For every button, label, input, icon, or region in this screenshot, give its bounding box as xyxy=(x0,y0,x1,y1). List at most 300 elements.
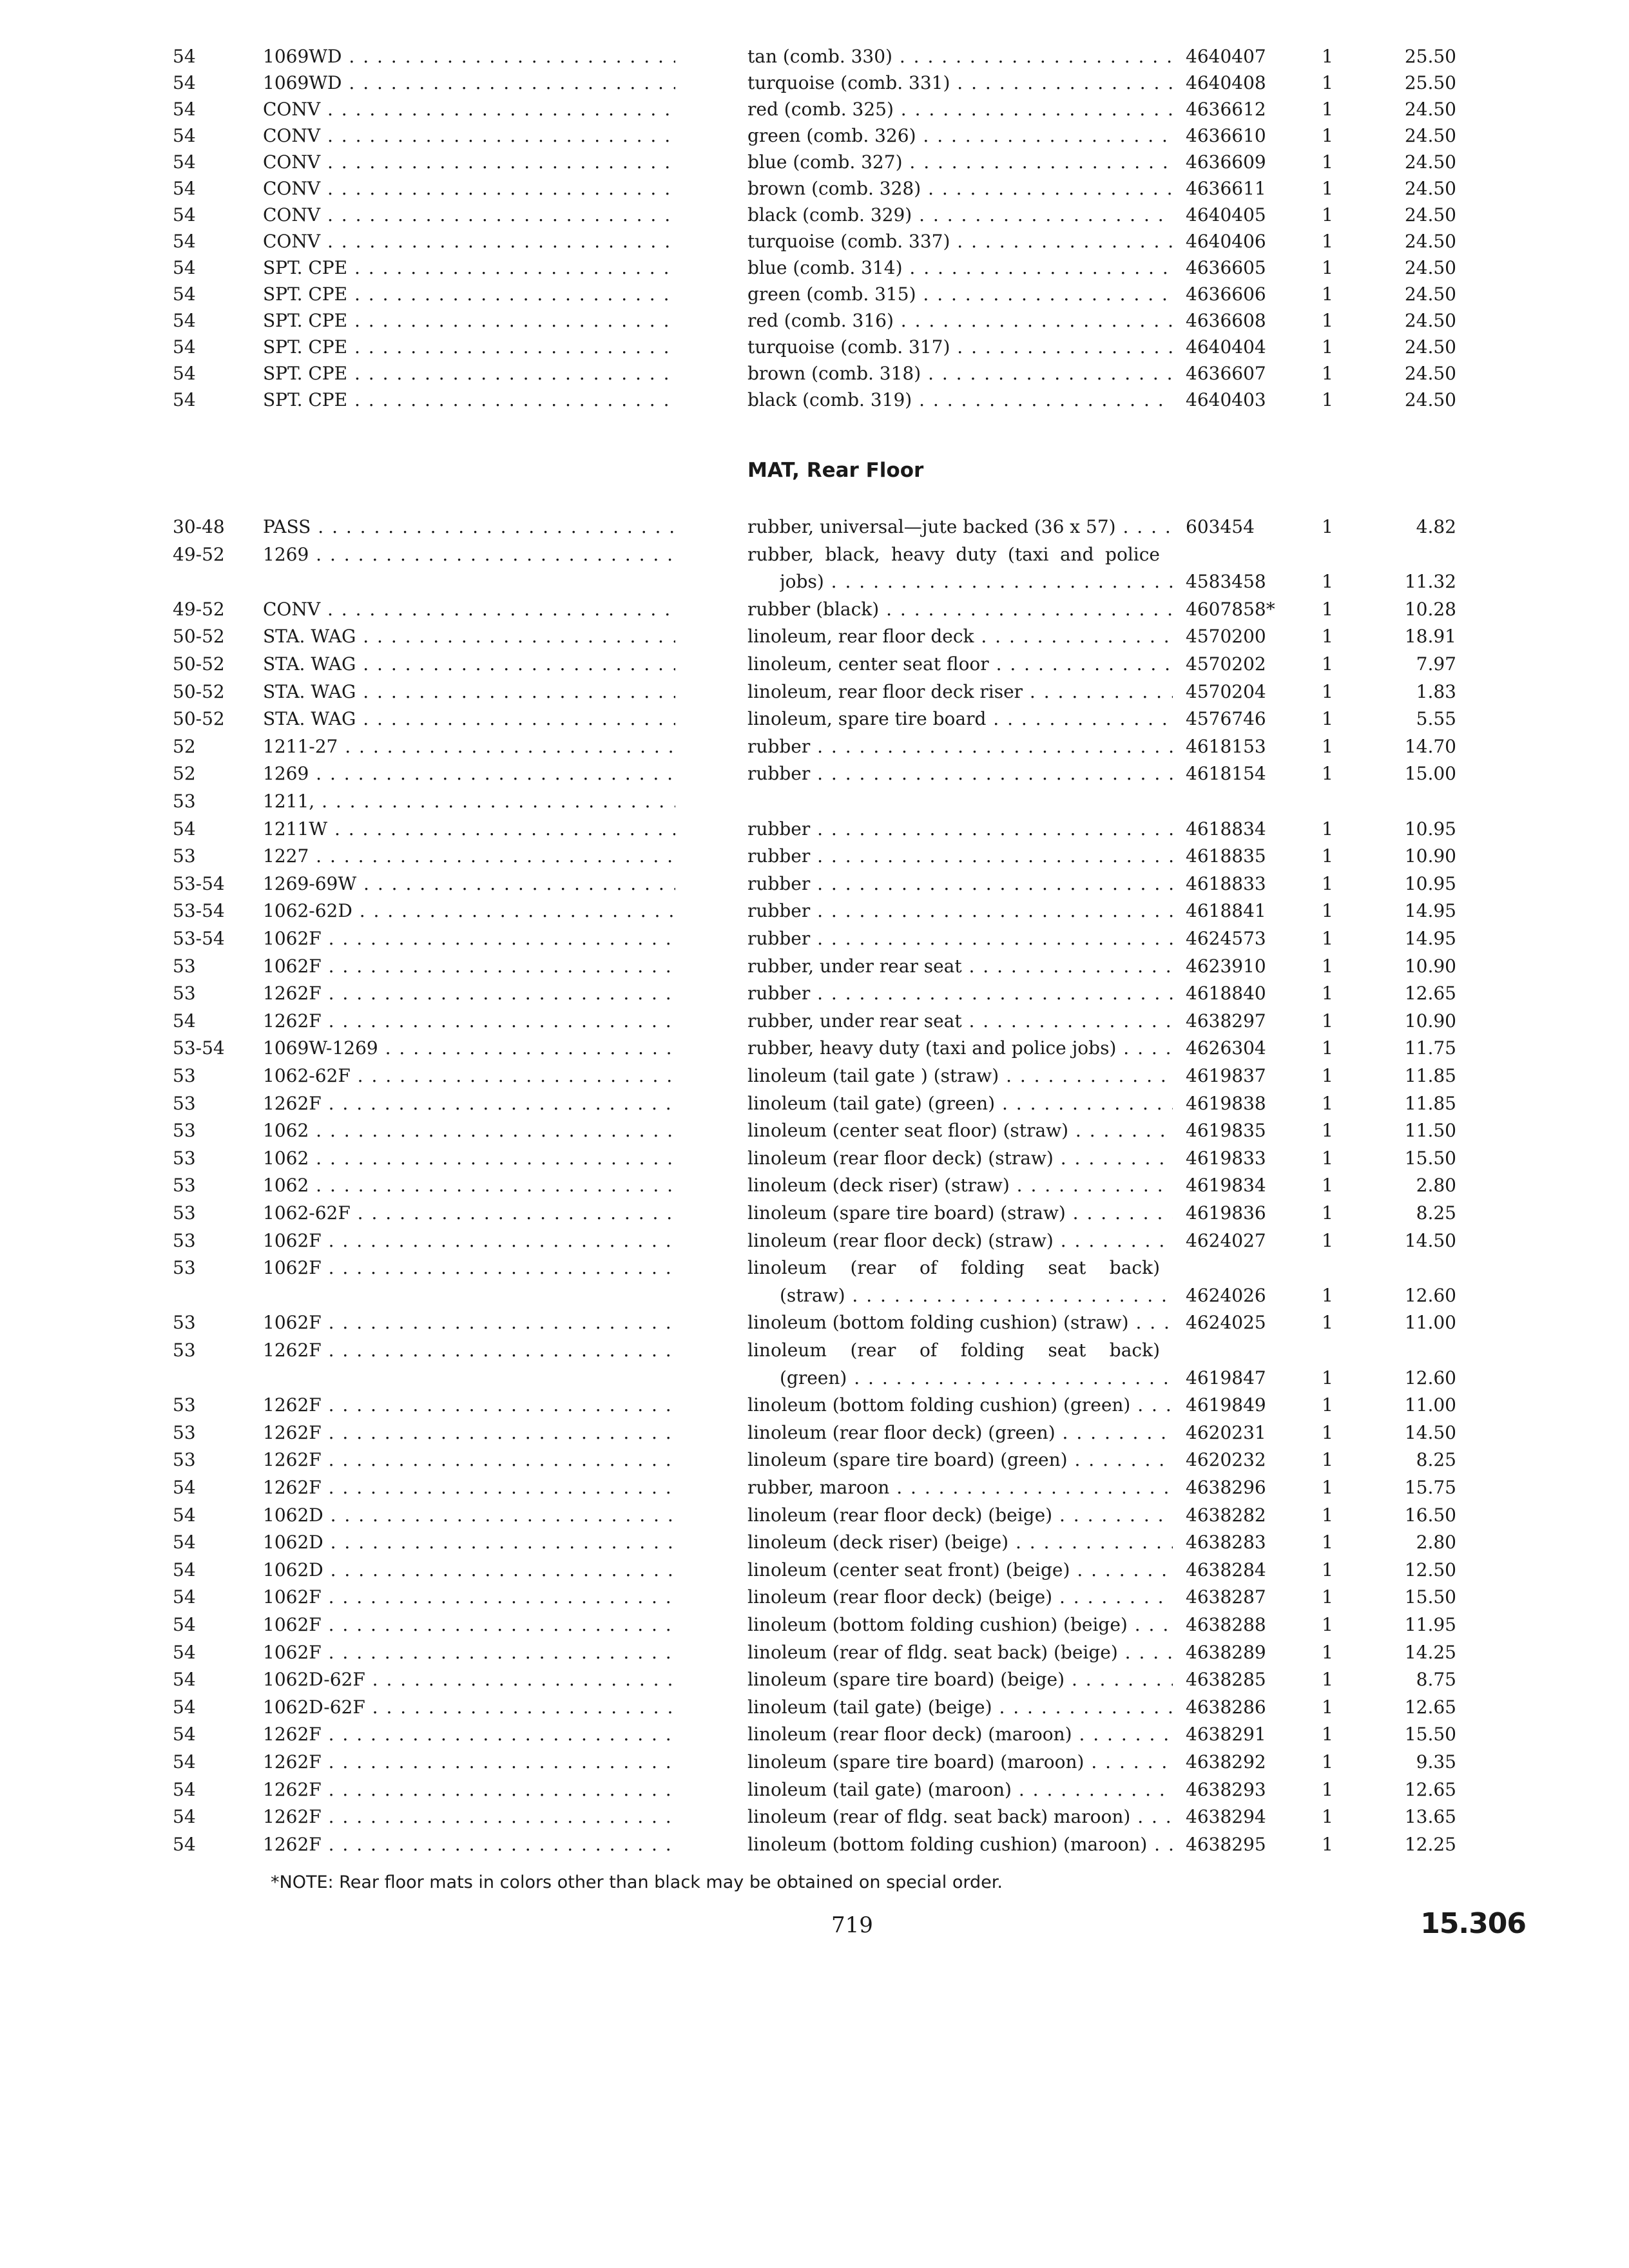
year-cell: 54 xyxy=(173,46,196,67)
year-cell: 53-54 xyxy=(173,872,225,894)
price-cell: 10.90 xyxy=(1404,1010,1456,1032)
part-number-cell: 4638282 xyxy=(1186,1504,1266,1526)
description-cell: tan (comb. 330) . . . xyxy=(747,44,1173,70)
model-cell: 1062 . . . xyxy=(263,1146,675,1171)
table-row xyxy=(0,1063,1629,1089)
part-number-cell: 4618835 xyxy=(1186,845,1266,867)
part-number-cell: 4636610 xyxy=(1186,125,1266,146)
quantity-cell: 1 xyxy=(1322,231,1333,252)
description-cell: linoleum (rear of fldg. seat back) (beige) . . . xyxy=(747,1640,1173,1666)
model-cell: 1269 . . . xyxy=(263,761,675,787)
quantity-cell: 1 xyxy=(1322,1147,1333,1169)
table-row xyxy=(0,1667,1629,1693)
quantity-cell: 1 xyxy=(1322,763,1333,785)
price-cell: 13.65 xyxy=(1404,1806,1456,1828)
model-cell: 1262F . . . xyxy=(263,1420,675,1446)
quantity-cell: 1 xyxy=(1322,1669,1333,1691)
part-number-cell: 4638289 xyxy=(1186,1641,1266,1663)
part-number-cell: 4640404 xyxy=(1186,336,1266,358)
model-cell: STA. WAG . . . xyxy=(263,624,675,649)
model-cell: SPT. CPE . . . xyxy=(263,308,675,334)
table-row xyxy=(0,1447,1629,1473)
year-cell: 54 xyxy=(173,1778,196,1800)
price-cell: 8.75 xyxy=(1416,1669,1456,1691)
description-cell: rubber . . . xyxy=(747,898,1173,924)
part-number-cell: 4618833 xyxy=(1186,872,1266,894)
price-cell: 15.50 xyxy=(1404,1586,1456,1608)
quantity-cell: 1 xyxy=(1322,178,1333,199)
description-cell: linoleum (spare tire board) (maroon) . . . xyxy=(747,1749,1173,1775)
part-number-cell: 4636608 xyxy=(1186,310,1266,331)
part-number-cell: 4619838 xyxy=(1186,1092,1266,1114)
description-cell: rubber . . . xyxy=(747,843,1173,869)
table-row xyxy=(0,734,1629,760)
part-number-cell: 4607858* xyxy=(1186,598,1275,620)
part-number-cell: 4620232 xyxy=(1186,1449,1266,1471)
model-cell: 1262F . . . xyxy=(263,1008,675,1034)
description-cell: linoleum (rear floor deck) (beige) . . . xyxy=(747,1584,1173,1610)
table-row xyxy=(0,1475,1629,1501)
quantity-cell: 1 xyxy=(1322,900,1333,922)
description-cell: linoleum (spare tire board) (straw) . . . xyxy=(747,1200,1173,1226)
price-cell: 2.80 xyxy=(1416,1175,1456,1196)
model-cell: 1262F . . . xyxy=(263,1392,675,1418)
quantity-cell: 1 xyxy=(1322,389,1333,410)
year-cell: 53 xyxy=(173,1340,196,1361)
table-row xyxy=(0,1503,1629,1528)
year-cell: 54 xyxy=(173,284,196,305)
quantity-cell: 1 xyxy=(1322,653,1333,675)
year-cell: 53 xyxy=(173,1147,196,1169)
description-cell: red (comb. 316) . . . xyxy=(747,308,1173,334)
year-cell: 50-52 xyxy=(173,626,225,648)
description-cell: brown (comb. 318) . . . xyxy=(747,361,1173,387)
quantity-cell: 1 xyxy=(1322,1421,1333,1443)
price-cell: 12.65 xyxy=(1404,1778,1456,1800)
year-cell: 53-54 xyxy=(173,900,225,922)
description-cell: green (comb. 315) . . . xyxy=(747,282,1173,307)
price-cell: 10.95 xyxy=(1404,818,1456,840)
model-cell: 1262F . . . xyxy=(263,1749,675,1775)
part-number-cell: 4619849 xyxy=(1186,1394,1266,1416)
quantity-cell: 1 xyxy=(1322,257,1333,278)
year-cell: 50-52 xyxy=(173,680,225,702)
quantity-cell: 1 xyxy=(1322,1751,1333,1773)
year-cell: 54 xyxy=(173,125,196,146)
part-number-cell: 4638297 xyxy=(1186,1010,1266,1032)
part-number-cell: 4638285 xyxy=(1186,1669,1266,1691)
description-cell: turquoise (comb. 337) . . . xyxy=(747,229,1173,255)
year-cell: 49-52 xyxy=(173,543,225,565)
quantity-cell: 1 xyxy=(1322,204,1333,226)
description-cell: linoleum (tail gate) (green) . . . xyxy=(747,1091,1173,1117)
part-number-cell: 4638291 xyxy=(1186,1724,1266,1745)
part-number-cell: 4638287 xyxy=(1186,1586,1266,1608)
price-cell: 11.85 xyxy=(1404,1092,1456,1114)
model-cell: 1262F . . . xyxy=(263,1091,675,1117)
quantity-cell: 1 xyxy=(1322,336,1333,358)
price-cell: 24.50 xyxy=(1404,363,1456,384)
part-number-cell: 4640407 xyxy=(1186,46,1266,67)
model-cell: 1062D . . . xyxy=(263,1503,675,1528)
model-cell: 1211-27 . . . xyxy=(263,734,675,760)
model-cell: CONV . . . xyxy=(263,202,675,228)
table-row xyxy=(0,1612,1629,1638)
table-row xyxy=(0,334,1629,360)
part-number-cell: 4618153 xyxy=(1186,735,1266,757)
price-cell: 14.95 xyxy=(1404,928,1456,949)
price-cell: 8.25 xyxy=(1416,1202,1456,1224)
quantity-cell: 1 xyxy=(1322,99,1333,120)
model-cell: SPT. CPE . . . xyxy=(263,361,675,387)
part-number-cell: 4583458 xyxy=(1186,571,1266,593)
quantity-cell: 1 xyxy=(1322,1806,1333,1828)
price-cell: 14.25 xyxy=(1404,1641,1456,1663)
description-cell: rubber, heavy duty (taxi and police jobs) . . . xyxy=(747,1035,1173,1061)
quantity-cell: 1 xyxy=(1322,1778,1333,1800)
price-cell: 25.50 xyxy=(1404,46,1456,67)
model-cell: 1069WD . . . xyxy=(263,70,675,96)
model-cell: STA. WAG . . . xyxy=(263,651,675,677)
description-cell: blue (comb. 327) . . . xyxy=(747,149,1173,175)
year-cell: 54 xyxy=(173,818,196,840)
price-cell: 24.50 xyxy=(1404,389,1456,410)
table-row xyxy=(0,514,1629,540)
part-number-cell: 4619834 xyxy=(1186,1175,1266,1196)
model-cell: 1062F . . . xyxy=(263,1228,675,1254)
year-cell: 53 xyxy=(173,1120,196,1142)
description-cell: turquoise (comb. 331) . . . xyxy=(747,70,1173,96)
model-cell: CONV . . . xyxy=(263,97,675,122)
price-cell: 15.50 xyxy=(1404,1147,1456,1169)
year-cell: 52 xyxy=(173,735,196,757)
part-number-cell: 4618840 xyxy=(1186,983,1266,1004)
table-row xyxy=(0,1118,1629,1144)
year-cell: 53-54 xyxy=(173,928,225,949)
year-cell: 54 xyxy=(173,1833,196,1855)
model-cell: CONV . . . xyxy=(263,176,675,202)
model-cell: 1069W-1269 . . . xyxy=(263,1035,675,1061)
year-cell: 54 xyxy=(173,1669,196,1691)
model-cell: SPT. CPE . . . xyxy=(263,282,675,307)
part-number-cell: 4636605 xyxy=(1186,257,1266,278)
part-number-cell: 4619836 xyxy=(1186,1202,1266,1224)
description-cell: rubber, under rear seat . . . xyxy=(747,954,1173,979)
price-cell: 24.50 xyxy=(1404,178,1456,199)
part-number-cell: 4638292 xyxy=(1186,1751,1266,1773)
price-cell: 11.00 xyxy=(1404,1394,1456,1416)
table-row xyxy=(0,1228,1629,1254)
part-number-cell: 4570202 xyxy=(1186,653,1266,675)
model-cell: 1062D-62F . . . xyxy=(263,1695,675,1720)
quantity-cell: 1 xyxy=(1322,1284,1333,1306)
table-row xyxy=(0,981,1629,1006)
year-cell: 50-52 xyxy=(173,708,225,730)
quantity-cell: 1 xyxy=(1322,1641,1333,1663)
price-cell: 10.95 xyxy=(1404,872,1456,894)
quantity-cell: 1 xyxy=(1322,1202,1333,1224)
description-cell: linoleum, spare tire board . . . xyxy=(747,706,1173,732)
price-cell: 14.95 xyxy=(1404,900,1456,922)
part-number-cell: 4620231 xyxy=(1186,1421,1266,1443)
part-number-cell: 4636611 xyxy=(1186,178,1266,199)
quantity-cell: 1 xyxy=(1322,72,1333,93)
price-cell: 11.32 xyxy=(1404,571,1456,593)
table-row xyxy=(0,1091,1629,1117)
part-number-cell: 4618834 xyxy=(1186,818,1266,840)
part-number-cell: 4638286 xyxy=(1186,1696,1266,1718)
quantity-cell: 1 xyxy=(1322,872,1333,894)
description-cell: linoleum (deck riser) (straw) . . . xyxy=(747,1173,1173,1198)
quantity-cell: 1 xyxy=(1322,571,1333,593)
year-cell: 54 xyxy=(173,389,196,410)
table-row xyxy=(0,789,1629,814)
part-number-cell: 4619847 xyxy=(1186,1367,1266,1389)
year-cell: 54 xyxy=(173,1010,196,1032)
price-cell: 11.85 xyxy=(1404,1065,1456,1086)
quantity-cell: 1 xyxy=(1322,1229,1333,1251)
price-cell: 11.95 xyxy=(1404,1614,1456,1635)
quantity-cell: 1 xyxy=(1322,125,1333,146)
price-cell: 1.83 xyxy=(1416,680,1456,702)
model-cell: CONV . . . xyxy=(263,229,675,255)
description-cell: linoleum (bottom folding cushion) (straw) . . . xyxy=(747,1310,1173,1336)
table-row xyxy=(0,1777,1629,1803)
quantity-cell: 1 xyxy=(1322,983,1333,1004)
table-row xyxy=(0,1749,1629,1775)
description-cell: linoleum (bottom folding cushion) (maroon) . . . xyxy=(747,1832,1173,1858)
quantity-cell: 1 xyxy=(1322,1120,1333,1142)
year-cell: 53 xyxy=(173,955,196,977)
part-number-cell: 4619835 xyxy=(1186,1120,1266,1142)
year-cell: 54 xyxy=(173,204,196,226)
model-cell: CONV . . . xyxy=(263,597,675,622)
description-cell: linoleum (bottom folding cushion) (green) . . . xyxy=(747,1392,1173,1418)
description-cell: linoleum (rear floor deck) (maroon) . . . xyxy=(747,1722,1173,1747)
price-cell: 25.50 xyxy=(1404,72,1456,93)
section-heading: MAT, Rear Floor xyxy=(747,459,924,482)
table-row xyxy=(0,1695,1629,1720)
table-row xyxy=(0,706,1629,732)
price-cell: 2.80 xyxy=(1416,1532,1456,1553)
table-row xyxy=(0,1530,1629,1555)
table-row xyxy=(0,1035,1629,1061)
table-row xyxy=(0,1557,1629,1583)
model-cell: 1062 . . . xyxy=(263,1118,675,1144)
table-row xyxy=(0,871,1629,897)
description-cell: linoleum (spare tire board) (green) . . . xyxy=(747,1447,1173,1473)
page-number: 719 xyxy=(831,1912,873,1938)
description-cell: rubber . . . xyxy=(747,761,1173,787)
table-row xyxy=(0,1584,1629,1610)
price-cell: 10.28 xyxy=(1404,598,1456,620)
part-number-cell: 4636609 xyxy=(1186,151,1266,173)
description-cell: linoleum (rear of folding seat back) xyxy=(747,1340,1160,1361)
quantity-cell: 1 xyxy=(1322,680,1333,702)
table-row xyxy=(0,1008,1629,1034)
table-row xyxy=(0,898,1629,924)
quantity-cell: 1 xyxy=(1322,1614,1333,1635)
quantity-cell: 1 xyxy=(1322,626,1333,648)
part-number-cell: 4618154 xyxy=(1186,763,1266,785)
quantity-cell: 1 xyxy=(1322,1367,1333,1389)
part-number-cell: 4638295 xyxy=(1186,1833,1266,1855)
year-cell: 50-52 xyxy=(173,653,225,675)
year-cell: 54 xyxy=(173,231,196,252)
model-cell: 1069WD . . . xyxy=(263,44,675,70)
description-cell: linoleum, rear floor deck . . . xyxy=(747,624,1173,649)
part-number-cell: 4624026 xyxy=(1186,1284,1266,1306)
price-cell: 24.50 xyxy=(1404,151,1456,173)
model-cell: 1062D . . . xyxy=(263,1530,675,1555)
year-cell: 54 xyxy=(173,1641,196,1663)
year-cell: 54 xyxy=(173,72,196,93)
description-cell: rubber, black, heavy duty (taxi and police xyxy=(747,543,1160,565)
description-cell: linoleum (rear of folding seat back) xyxy=(747,1257,1160,1279)
model-cell: SPT. CPE . . . xyxy=(263,255,675,281)
model-cell: STA. WAG . . . xyxy=(263,679,675,705)
quantity-cell: 1 xyxy=(1322,516,1333,537)
description-cell: brown (comb. 328) . . . xyxy=(747,176,1173,202)
model-cell: CONV . . . xyxy=(263,149,675,175)
description-cell: rubber, under rear seat . . . xyxy=(747,1008,1173,1034)
model-cell: 1062 . . . xyxy=(263,1173,675,1198)
table-row xyxy=(0,1338,1629,1389)
quantity-cell: 1 xyxy=(1322,1037,1333,1059)
model-cell: 1262F . . . xyxy=(263,1804,675,1830)
model-cell: 1211W . . . xyxy=(263,816,675,842)
table-row xyxy=(0,70,1629,96)
table-row xyxy=(0,1200,1629,1226)
table-row xyxy=(0,597,1629,622)
model-cell: CONV . . . xyxy=(263,123,675,149)
description-cell: linoleum (tail gate ) (straw) . . . xyxy=(747,1063,1173,1089)
model-cell: 1062D . . . xyxy=(263,1557,675,1583)
model-cell: 1269-69W . . . xyxy=(263,871,675,897)
price-cell: 24.50 xyxy=(1404,310,1456,331)
description-cell: linoleum (center seat front) (beige) . . . xyxy=(747,1557,1173,1583)
section-number: 15.306 xyxy=(1420,1907,1526,1940)
year-cell: 53 xyxy=(173,983,196,1004)
model-cell: 1269 . . . xyxy=(263,542,675,568)
model-cell: SPT. CPE . . . xyxy=(263,387,675,413)
price-cell: 10.90 xyxy=(1404,845,1456,867)
part-number-cell: 4623910 xyxy=(1186,955,1266,977)
description-cell: red (comb. 325) . . . xyxy=(747,97,1173,122)
table-row xyxy=(0,1146,1629,1171)
year-cell: 54 xyxy=(173,336,196,358)
price-cell: 24.50 xyxy=(1404,125,1456,146)
quantity-cell: 1 xyxy=(1322,284,1333,305)
price-cell: 5.55 xyxy=(1416,708,1456,730)
quantity-cell: 1 xyxy=(1322,1532,1333,1553)
model-cell: SPT. CPE . . . xyxy=(263,334,675,360)
model-cell: 1262F . . . xyxy=(263,1338,675,1363)
price-cell: 9.35 xyxy=(1416,1751,1456,1773)
quantity-cell: 1 xyxy=(1322,598,1333,620)
model-cell: 1062-62F . . . xyxy=(263,1200,675,1226)
price-cell: 12.50 xyxy=(1404,1559,1456,1581)
table-row xyxy=(0,149,1629,175)
part-number-cell: 4619833 xyxy=(1186,1147,1266,1169)
model-cell: 1062-62F . . . xyxy=(263,1063,675,1089)
quantity-cell: 1 xyxy=(1322,955,1333,977)
part-number-cell: 4570200 xyxy=(1186,626,1266,648)
year-cell: 54 xyxy=(173,257,196,278)
description-cell: black (comb. 329) . . . xyxy=(747,202,1173,228)
price-cell: 12.65 xyxy=(1404,1696,1456,1718)
year-cell: 54 xyxy=(173,1614,196,1635)
part-number-cell: 4636606 xyxy=(1186,284,1266,305)
model-cell: 1062F . . . xyxy=(263,1584,675,1610)
model-cell: 1062F . . . xyxy=(263,954,675,979)
table-row xyxy=(0,1173,1629,1198)
table-row xyxy=(0,1804,1629,1830)
year-cell: 30-48 xyxy=(173,516,225,537)
price-cell: 7.97 xyxy=(1416,653,1456,675)
price-cell: 18.91 xyxy=(1404,626,1456,648)
quantity-cell: 1 xyxy=(1322,735,1333,757)
price-cell: 15.00 xyxy=(1404,763,1456,785)
year-cell: 53 xyxy=(173,1175,196,1196)
model-cell: 1211, . . . xyxy=(263,789,675,814)
quantity-cell: 1 xyxy=(1322,1833,1333,1855)
model-cell: 1262F . . . xyxy=(263,1475,675,1501)
year-cell: 54 xyxy=(173,1724,196,1745)
table-row xyxy=(0,387,1629,413)
model-cell: 1262F . . . xyxy=(263,1447,675,1473)
model-cell: 1062-62D . . . xyxy=(263,898,675,924)
table-row xyxy=(0,361,1629,387)
price-cell: 24.50 xyxy=(1404,257,1456,278)
description-cell: linoleum, rear floor deck riser . . . xyxy=(747,679,1173,705)
year-cell: 53 xyxy=(173,1394,196,1416)
quantity-cell: 1 xyxy=(1322,1724,1333,1745)
description-cell: linoleum (rear floor deck) (straw) . . . xyxy=(747,1146,1173,1171)
table-row xyxy=(0,176,1629,202)
description-continuation: (straw) . . . xyxy=(780,1283,1173,1309)
description-cell: linoleum (tail gate) (maroon) . . . xyxy=(747,1777,1173,1803)
description-cell: green (comb. 326) . . . xyxy=(747,123,1173,149)
model-cell: 1062D-62F . . . xyxy=(263,1667,675,1693)
table-row xyxy=(0,1832,1629,1858)
table-row xyxy=(0,679,1629,705)
price-cell: 4.82 xyxy=(1416,516,1456,537)
quantity-cell: 1 xyxy=(1322,1449,1333,1471)
description-cell: rubber . . . xyxy=(747,816,1173,842)
description-cell: rubber . . . xyxy=(747,734,1173,760)
quantity-cell: 1 xyxy=(1322,363,1333,384)
description-continuation: (green) . . . xyxy=(780,1365,1173,1391)
model-cell: PASS . . . xyxy=(263,514,675,540)
table-row xyxy=(0,1640,1629,1666)
year-cell: 53 xyxy=(173,1065,196,1086)
year-cell: 54 xyxy=(173,1806,196,1828)
price-cell: 24.50 xyxy=(1404,284,1456,305)
quantity-cell: 1 xyxy=(1322,845,1333,867)
description-cell: turquoise (comb. 317) . . . xyxy=(747,334,1173,360)
table-row xyxy=(0,44,1629,70)
year-cell: 53 xyxy=(173,1421,196,1443)
year-cell: 54 xyxy=(173,1559,196,1581)
table-row xyxy=(0,1420,1629,1446)
table-row xyxy=(0,308,1629,334)
year-cell: 54 xyxy=(173,1504,196,1526)
part-number-cell: 4636607 xyxy=(1186,363,1266,384)
description-cell: linoleum (rear floor deck) (beige) . . . xyxy=(747,1503,1173,1528)
description-cell: rubber, maroon . . . xyxy=(747,1475,1173,1501)
year-cell: 53 xyxy=(173,1257,196,1279)
